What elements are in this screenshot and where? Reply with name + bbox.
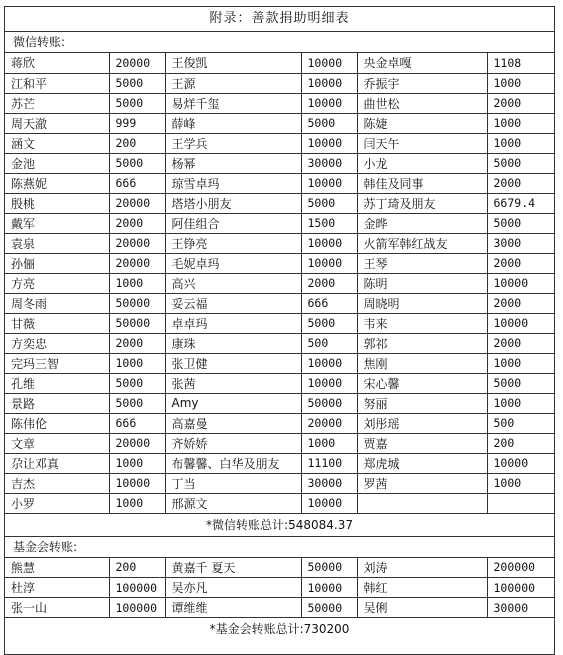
donor-name-cell: 韩佳及同事 — [357, 173, 487, 193]
donor-name-cell: 张茜 — [165, 373, 301, 393]
donor-name-cell: 张卫健 — [165, 353, 301, 373]
amount-cell: 3000 — [487, 233, 555, 253]
donor-name-cell — [357, 493, 487, 513]
donor-name-cell: 火箭军韩红战友 — [357, 233, 487, 253]
donor-name-cell: 丁当 — [165, 473, 301, 493]
amount-cell: 30000 — [301, 473, 357, 493]
amount-cell: 20000 — [109, 253, 165, 273]
amount-cell: 10000 — [487, 273, 555, 293]
amount-cell: 5000 — [487, 153, 555, 173]
donor-name-cell: 蒋欣 — [5, 53, 109, 73]
donor-name-cell: 方亮 — [5, 273, 109, 293]
donor-name-cell: 齐娇娇 — [165, 433, 301, 453]
amount-cell: 1000 — [109, 493, 165, 513]
amount-cell: 10000 — [301, 493, 357, 513]
amount-cell: 2000 — [487, 253, 555, 273]
amount-cell: 10000 — [301, 373, 357, 393]
donor-name-cell: 邢源文 — [165, 493, 301, 513]
donor-name-cell: 张一山 — [5, 598, 109, 618]
donor-name-cell: 周天澈 — [5, 113, 109, 133]
donor-name-cell: 王铮亮 — [165, 233, 301, 253]
amount-cell: 10000 — [301, 73, 357, 93]
amount-cell: 1108 — [487, 53, 555, 73]
amount-cell: 50000 — [109, 293, 165, 313]
amount-cell: 5000 — [487, 373, 555, 393]
amount-cell: 10000 — [301, 233, 357, 253]
donor-name-cell: 乔振宇 — [357, 73, 487, 93]
donor-name-cell: 吉杰 — [5, 473, 109, 493]
table-row — [5, 193, 555, 213]
table-row — [5, 598, 555, 618]
donor-name-cell: 小龙 — [357, 153, 487, 173]
amount-cell: 5000 — [301, 113, 357, 133]
amount-cell: 200 — [487, 433, 555, 453]
donor-name-cell: 吴亦凡 — [165, 578, 301, 598]
donor-name-cell: 妥云福 — [165, 293, 301, 313]
amount-cell: 10000 — [301, 353, 357, 373]
amount-cell: 200000 — [487, 558, 555, 578]
donor-name-cell: 塔塔小朋友 — [165, 193, 301, 213]
amount-cell: 11100 — [301, 453, 357, 473]
amount-cell: 10000 — [487, 453, 555, 473]
donor-name-cell: 布馨馨、白华及朋友 — [165, 453, 301, 473]
donor-name-cell: 孔维 — [5, 373, 109, 393]
amount-cell: 666 — [109, 173, 165, 193]
amount-cell: 5000 — [487, 213, 555, 233]
foundation-table — [5, 558, 555, 619]
donor-name-cell: 王俊凯 — [165, 53, 301, 73]
donor-name-cell: 完玛三智 — [5, 353, 109, 373]
table-row — [5, 233, 555, 253]
donation-sheet — [4, 6, 555, 655]
donor-name-cell: 卓卓玛 — [165, 313, 301, 333]
donor-name-cell: 刘涛 — [357, 558, 487, 578]
donor-name-cell: 高嘉曼 — [165, 413, 301, 433]
donor-name-cell: 孙俪 — [5, 253, 109, 273]
amount-cell — [487, 493, 555, 513]
donor-name-cell: 文章 — [5, 433, 109, 453]
amount-cell: 5000 — [109, 93, 165, 113]
amount-cell: 1000 — [487, 353, 555, 373]
donor-name-cell: 毛妮卓玛 — [165, 253, 301, 273]
donor-name-cell: 杜淳 — [5, 578, 109, 598]
donor-name-cell: 殷桃 — [5, 193, 109, 213]
donor-name-cell: 薛峰 — [165, 113, 301, 133]
amount-cell: 20000 — [109, 433, 165, 453]
donor-name-cell: 康珠 — [165, 333, 301, 353]
donor-name-cell: 郑虎城 — [357, 453, 487, 473]
amount-cell: 200 — [109, 558, 165, 578]
amount-cell: 20000 — [109, 193, 165, 213]
donor-name-cell: 阿佳组合 — [165, 213, 301, 233]
table-row — [5, 353, 555, 373]
wechat-table — [5, 53, 555, 514]
donor-name-cell: 苏丁琦及朋友 — [357, 193, 487, 213]
donor-name-cell: 央金卓嘎 — [357, 53, 487, 73]
donor-name-cell: 涵文 — [5, 133, 109, 153]
amount-cell: 100000 — [109, 578, 165, 598]
table-row — [5, 453, 555, 473]
amount-cell: 20000 — [109, 53, 165, 73]
table-row — [5, 493, 555, 513]
amount-cell: 30000 — [301, 153, 357, 173]
amount-cell: 10000 — [301, 173, 357, 193]
amount-cell: 10000 — [301, 578, 357, 598]
foundation-section-label: 基金会转账: — [5, 537, 554, 558]
donor-name-cell: 韦来 — [357, 313, 487, 333]
donor-name-cell: 易烊千玺 — [165, 93, 301, 113]
donor-name-cell: 黄嘉千 夏天 — [165, 558, 301, 578]
amount-cell: 999 — [109, 113, 165, 133]
donor-name-cell: 刘彤瑶 — [357, 413, 487, 433]
amount-cell: 1000 — [487, 393, 555, 413]
donor-name-cell: 甘薇 — [5, 313, 109, 333]
amount-cell: 1000 — [487, 113, 555, 133]
donor-name-cell: 杨幂 — [165, 153, 301, 173]
table-row — [5, 313, 555, 333]
amount-cell: 1000 — [487, 473, 555, 493]
donor-name-cell: 金池 — [5, 153, 109, 173]
donor-name-cell: 方奕忠 — [5, 333, 109, 353]
amount-cell: 1000 — [109, 453, 165, 473]
amount-cell: 666 — [301, 293, 357, 313]
donor-name-cell: 曲世松 — [357, 93, 487, 113]
donor-name-cell: Amy — [165, 393, 301, 413]
donor-name-cell: 金晔 — [357, 213, 487, 233]
amount-cell: 1000 — [487, 73, 555, 93]
donor-name-cell: 景路 — [5, 393, 109, 413]
amount-cell: 5000 — [109, 393, 165, 413]
amount-cell: 5000 — [109, 73, 165, 93]
amount-cell: 10000 — [487, 313, 555, 333]
amount-cell: 10000 — [109, 473, 165, 493]
amount-cell: 30000 — [487, 598, 555, 618]
donor-name-cell: 陈明 — [357, 273, 487, 293]
donor-name-cell: 宋心馨 — [357, 373, 487, 393]
donor-name-cell: 贾嘉 — [357, 433, 487, 453]
table-row — [5, 433, 555, 453]
donor-name-cell: 王源 — [165, 73, 301, 93]
table-row — [5, 153, 555, 173]
amount-cell: 10000 — [301, 253, 357, 273]
table-row — [5, 578, 555, 598]
donor-name-cell: 苏芒 — [5, 93, 109, 113]
amount-cell: 2000 — [109, 213, 165, 233]
amount-cell: 100000 — [487, 578, 555, 598]
amount-cell: 20000 — [109, 233, 165, 253]
amount-cell: 10000 — [301, 93, 357, 113]
amount-cell: 1000 — [487, 133, 555, 153]
table-row — [5, 253, 555, 273]
amount-cell: 5000 — [109, 153, 165, 173]
amount-cell: 2000 — [109, 333, 165, 353]
amount-cell: 1000 — [109, 353, 165, 373]
table-row — [5, 393, 555, 413]
table-row — [5, 373, 555, 393]
table-row — [5, 333, 555, 353]
amount-cell: 200 — [109, 133, 165, 153]
amount-cell: 1000 — [301, 433, 357, 453]
donor-name-cell: 谭维维 — [165, 598, 301, 618]
table-row — [5, 473, 555, 493]
amount-cell: 2000 — [487, 93, 555, 113]
table-row — [5, 173, 555, 193]
donor-name-cell: 尕让邓真 — [5, 453, 109, 473]
amount-cell: 2000 — [301, 273, 357, 293]
table-row — [5, 558, 555, 578]
donor-name-cell: 王学兵 — [165, 133, 301, 153]
amount-cell: 6679.4 — [487, 193, 555, 213]
donor-name-cell: 闫天午 — [357, 133, 487, 153]
donor-name-cell: 陈伟伦 — [5, 413, 109, 433]
amount-cell: 2000 — [487, 173, 555, 193]
donor-name-cell: 高兴 — [165, 273, 301, 293]
amount-cell: 50000 — [301, 393, 357, 413]
donor-name-cell: 琼雪卓玛 — [165, 173, 301, 193]
document-title: 附录：善款捐助明细表 — [5, 7, 554, 32]
donor-name-cell: 周冬雨 — [5, 293, 109, 313]
amount-cell: 2000 — [487, 293, 555, 313]
table-row — [5, 213, 555, 233]
amount-cell: 2000 — [487, 333, 555, 353]
table-row — [5, 113, 555, 133]
amount-cell: 500 — [487, 413, 555, 433]
amount-cell: 50000 — [301, 598, 357, 618]
amount-cell: 1500 — [301, 213, 357, 233]
donor-name-cell: 周晓明 — [357, 293, 487, 313]
table-row — [5, 73, 555, 93]
amount-cell: 100000 — [109, 598, 165, 618]
donor-name-cell: 郭祁 — [357, 333, 487, 353]
table-row — [5, 53, 555, 73]
amount-cell: 500 — [301, 333, 357, 353]
table-row — [5, 413, 555, 433]
amount-cell: 5000 — [301, 193, 357, 213]
amount-cell: 10000 — [301, 53, 357, 73]
table-row — [5, 93, 555, 113]
wechat-total: *微信转账总计:548084.37 — [5, 514, 554, 537]
donor-name-cell: 王琴 — [357, 253, 487, 273]
donor-name-cell: 努丽 — [357, 393, 487, 413]
amount-cell: 10000 — [301, 133, 357, 153]
donor-name-cell: 小罗 — [5, 493, 109, 513]
amount-cell: 20000 — [301, 413, 357, 433]
table-row — [5, 133, 555, 153]
donor-name-cell: 袁泉 — [5, 233, 109, 253]
donor-name-cell: 焦刚 — [357, 353, 487, 373]
amount-cell: 666 — [109, 413, 165, 433]
amount-cell: 50000 — [109, 313, 165, 333]
table-row — [5, 293, 555, 313]
donor-name-cell: 陈婕 — [357, 113, 487, 133]
table-row — [5, 273, 555, 293]
foundation-total: *基金会转账总计:730200 — [209, 622, 350, 636]
donor-name-cell: 陈燕妮 — [5, 173, 109, 193]
donor-name-cell: 熊慧 — [5, 558, 109, 578]
amount-cell: 1000 — [109, 273, 165, 293]
donor-name-cell: 罗茜 — [357, 473, 487, 493]
amount-cell: 50000 — [301, 558, 357, 578]
amount-cell: 5000 — [109, 373, 165, 393]
wechat-section-label: 微信转账: — [5, 32, 554, 53]
amount-cell: 5000 — [301, 313, 357, 333]
donor-name-cell: 江和平 — [5, 73, 109, 93]
donor-name-cell: 戴军 — [5, 213, 109, 233]
donor-name-cell: 韩红 — [357, 578, 487, 598]
donor-name-cell: 吴俐 — [357, 598, 487, 618]
